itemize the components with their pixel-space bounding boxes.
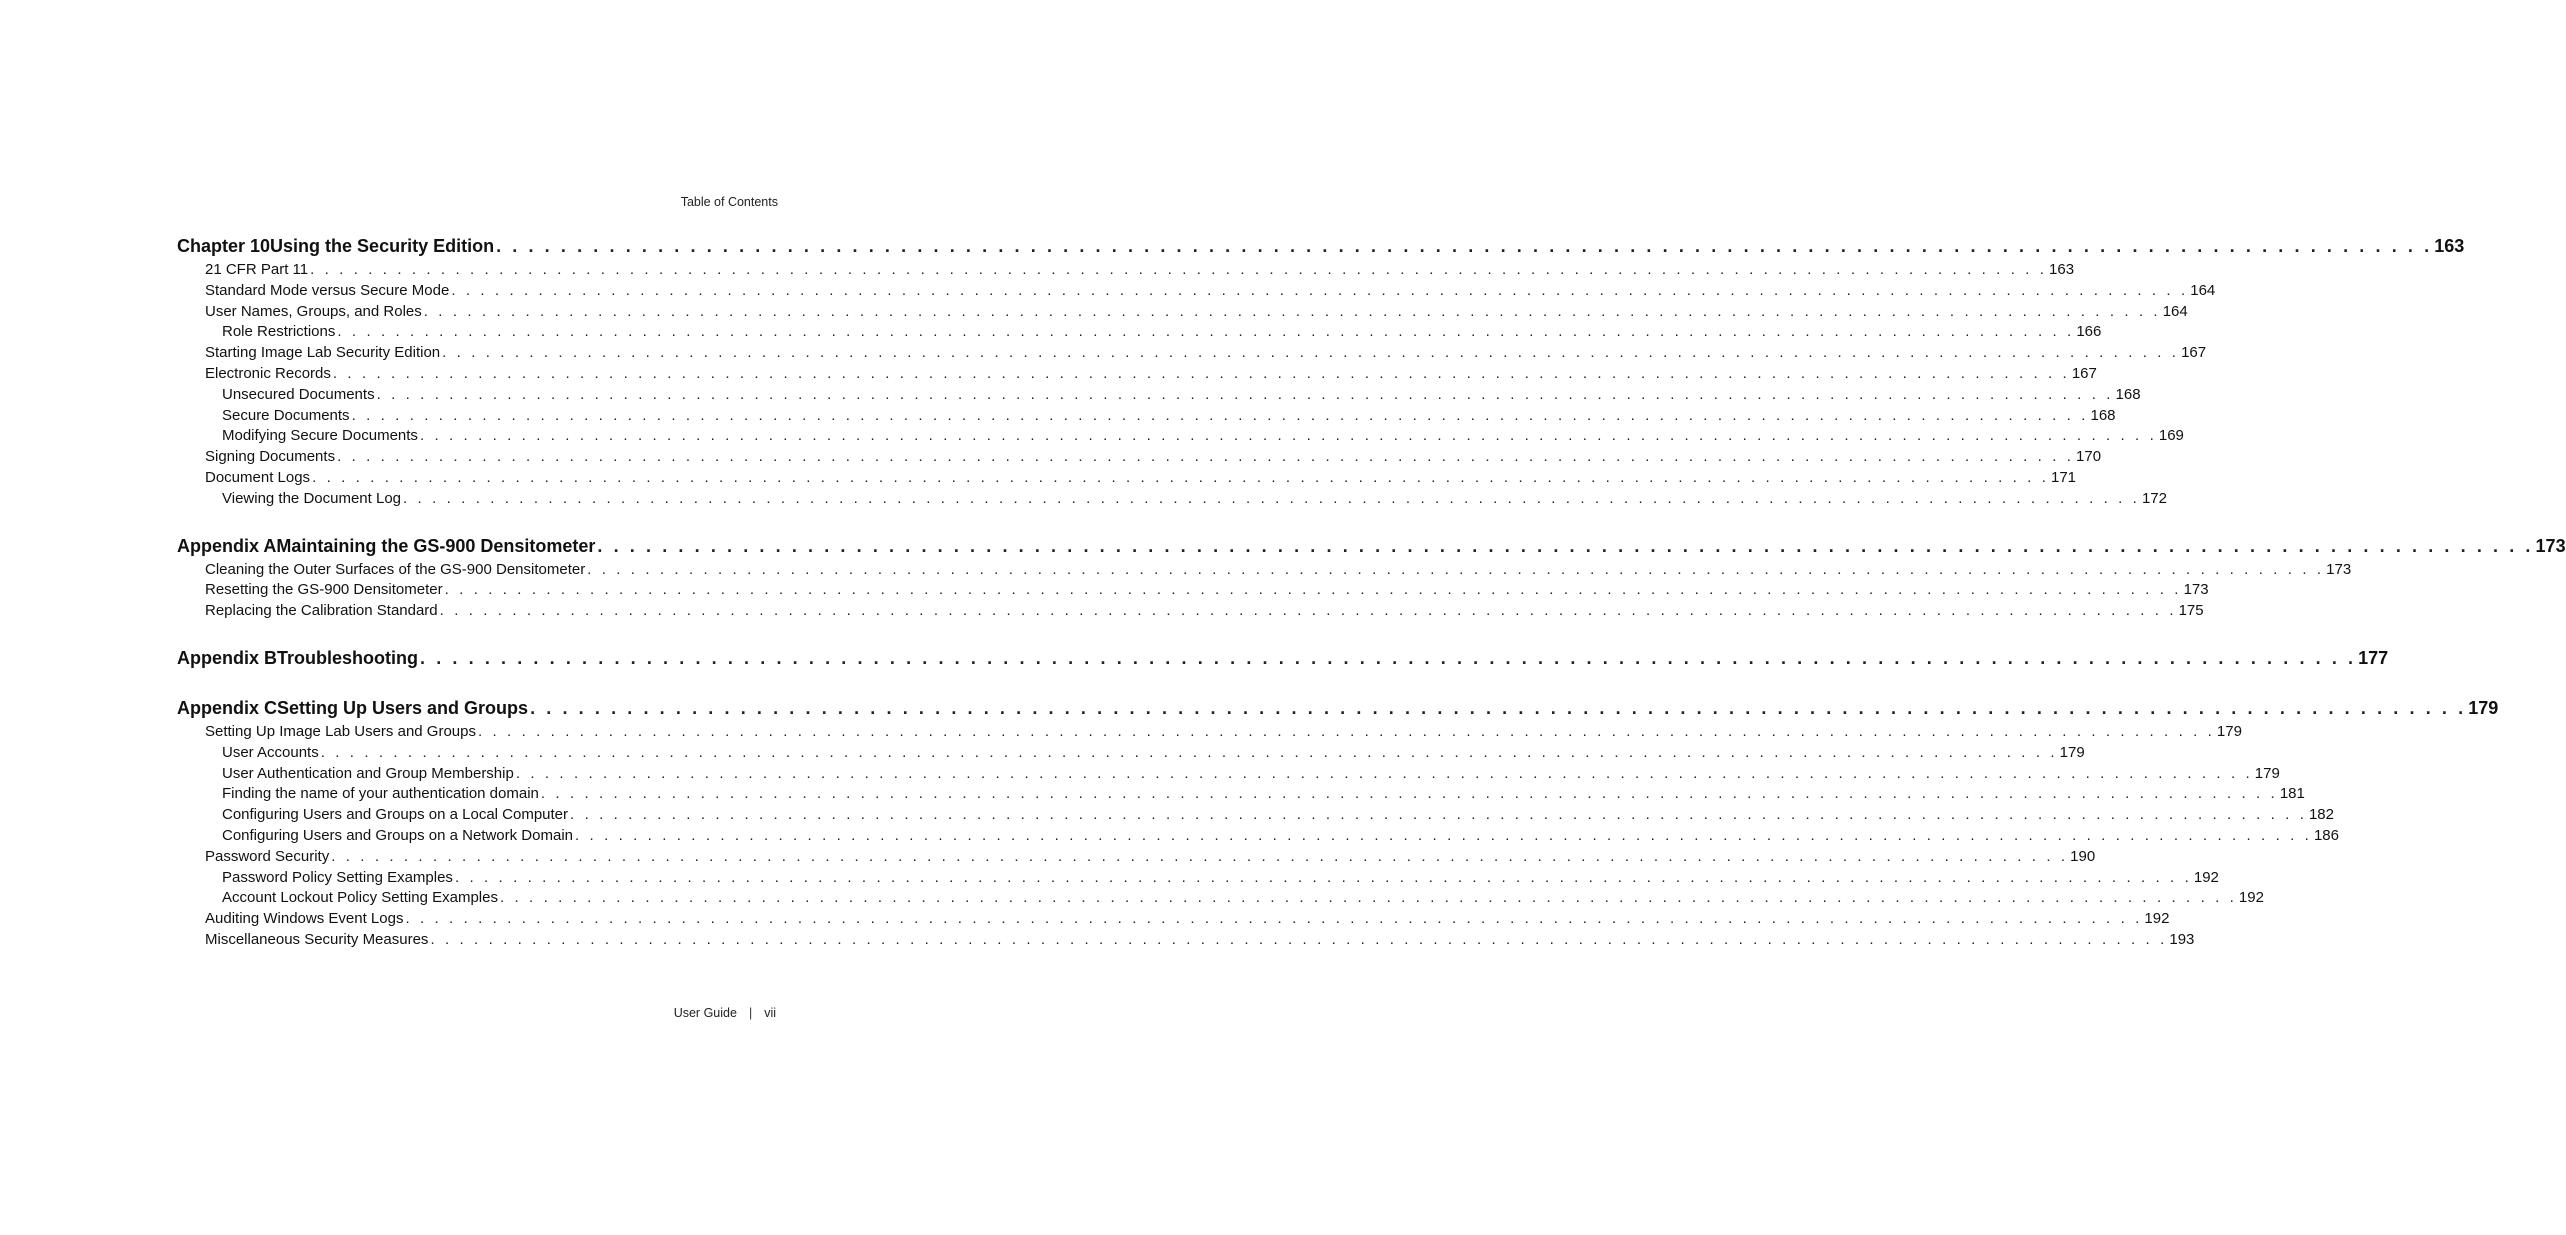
dot-leader: . . . . . . . . . . . . . . . . . . . . . . . . . . . . . . . . . . . . . . . . . . . . . . . . . . . . . . . . . . . . . . . . . . . . . . . . . . . . . . . . . . . . . . . . . . . . . . . . . . . . . . . . . . . . . . . . . . . . . . . . — [540, 785, 2278, 803]
toc-entry-label: Setting Up Image Lab Users and Groups — [205, 722, 476, 740]
toc-entry-label: Electronic Records — [205, 364, 331, 382]
dot-leader: . . . . . . . . . . . . . . . . . . . . . . . . . . . . . . . . . . . . . . . . . . . . . . . . . . . . . . . . . . . . . . . . . . . . . . . . . . . . . . . . . . . . . . . . . . . . . . . . . . . . . . . . . . . . . . . . . . . . . . . . — [332, 364, 2070, 382]
toc-entry[interactable] — [177, 385, 2141, 406]
toc-entry-label: Password Policy Setting Examples — [222, 868, 453, 886]
toc-entry-label: User Authentication and Group Membership — [222, 764, 514, 782]
dot-leader: . . . . . . . . . . . . . . . . . . . . . . . . . . . . . . . . . . . . . . . . . . . . . . . . . . . . . . . . . . . . . . . . . . . . . . . . . . . . . . . . . . . . . . . . . . . . . . . . . . . . . . . . . . . . . . . . . . . . . . . . — [312, 468, 2049, 486]
toc-entry-label: Auditing Windows Event Logs — [205, 910, 404, 928]
section-title: Using the Security Edition — [270, 236, 495, 256]
toc-entry-page-number: 179 — [2216, 722, 2242, 740]
toc-entry-page-number: 172 — [2141, 489, 2167, 507]
dot-leader: . . . . . . . . . . . . . . . . . . . . . . . . . . . . . . . . . . . . . . . . . . . . . . . . . . . . . . . . . . . . . . . . . . . . . . . . . . . . . . . . . . . . . . . . . . . . . . . . . . . . . . . . . . . . . . . . . . . . . . . . — [331, 847, 2069, 865]
toc-entry-label: 21 CFR Part 11 — [205, 261, 309, 278]
toc-entry-label: Viewing the Document Log — [222, 489, 402, 507]
toc-entry-label: Secure Documents — [222, 406, 350, 424]
toc-entry-label: User Names, Groups, and Roles — [205, 302, 422, 320]
toc-section — [177, 644, 2389, 672]
toc-entry[interactable] — [177, 722, 2242, 743]
section-title: Setting Up Users and Groups — [277, 697, 529, 718]
dot-leader: . . . . . . . . . . . . . . . . . . . . . . . . . . . . . . . . . . . . . . . . . . . . . . . . . . . . . . . . . . . . . . . . . . . . . . . . . . . . . . . . . . . . . . . . . . . . . . . . . . . . . . . . . . . . . . . . . . . . . . . . — [499, 889, 2237, 907]
toc-entry-label: Configuring Users and Groups on a Network Domain — [222, 826, 573, 844]
footer-doc-name: User Guide — [673, 1006, 737, 1020]
toc-entry-page-number: 182 — [2308, 806, 2334, 824]
toc-entry-label: Account Lockout Policy Setting Examples — [222, 889, 498, 907]
toc-entry[interactable] — [177, 489, 2167, 510]
toc-entry[interactable] — [177, 868, 2219, 889]
toc-entry-page-number: 192 — [2144, 910, 2170, 928]
toc-entry[interactable] — [177, 805, 2334, 826]
dot-leader: . . . . . . . . . . . . . . . . . . . . . . . . . . . . . . . . . . . . . . . . . . . . . . . . . . . . . . . . . . . . . . . . . . . . . . . . . . . . . . . . . . . . . . . . . . . . . . . . . . . . . . . . . . . . . . . . . . . . . . . . — [405, 910, 2143, 928]
toc-entry[interactable] — [177, 281, 2216, 302]
toc-entry[interactable] — [177, 468, 2077, 489]
toc-entry-label: Configuring Users and Groups on a Local Computer — [222, 806, 569, 824]
dot-leader: . . . . . . . . . . . . . . . . . . . . . . . . . . . . . . . . . . . . . . . . . . . . . . . . . . . . . . . . . . . . . . . . . . . . . . . . . . . . . . . . . . . . . . . . . . . . . . . . . . . . . . . . . . . . . . . . . . . . . . . . — [419, 427, 2157, 445]
toc-entry-label: Signing Documents — [205, 448, 336, 466]
toc-entry-page-number: 167 — [2181, 344, 2207, 362]
toc-section — [177, 532, 2566, 622]
toc-entry-page-number: 169 — [2158, 427, 2184, 445]
dot-leader: . . . . . . . . . . . . . . . . . . . . . . . . . . . . . . . . . . . . . . . . . . . . . . . . . . . . . . . . . . . . . . . . . . . . . . . . . . . . . . . . . . . . . . . . . . . . . . . . . . . . . . . . . . . . . . . . . . . . . . . . — [320, 743, 2058, 761]
dot-leader: . . . . . . . . . . . . . . . . . . . . . . . . . . . . . . . . . . . . . . . . . . . . . . . . . . . . . . . . . . . . . . . . . . . . . . . . . . . . . . . . . . . . . . . . . . . . . . . . . . . . . . . . . . . . . . . . . . . . . . . . — [420, 647, 2357, 668]
section-page-number: 179 — [2468, 697, 2499, 718]
dot-leader: . . . . . . . . . . . . . . . . . . . . . . . . . . . . . . . . . . . . . . . . . . . . . . . . . . . . . . . . . . . . . . . . . . . . . . . . . . . . . . . . . . . . . . . . . . . . . . . . . . . . . . . . . . . . . . . . . . . . . . . . — [310, 261, 2048, 278]
toc-section-heading[interactable] — [177, 532, 2566, 560]
toc-section-heading[interactable] — [177, 644, 2389, 672]
toc-entry-page-number: 170 — [2076, 448, 2102, 466]
toc-entry-page-number: 168 — [2115, 385, 2141, 403]
toc-entry-page-number: 163 — [2049, 261, 2075, 278]
toc-section-heading[interactable] — [177, 694, 2499, 722]
toc-section — [177, 232, 2465, 510]
section-title: Maintaining the GS-900 Densitometer — [276, 535, 596, 556]
section-page-number: 173 — [2535, 535, 2566, 556]
toc-entry-label: Document Logs — [205, 468, 311, 486]
toc-entry[interactable] — [177, 322, 2102, 343]
dot-leader: . . . . . . . . . . . . . . . . . . . . . . . . . . . . . . . . . . . . . . . . . . . . . . . . . . . . . . . . . . . . . . . . . . . . . . . . . . . . . . . . . . . . . . . . . . . . . . . . . . . . . . . . . . . . . . . . . . . . . . . . — [337, 323, 2075, 341]
section-prefix: Appendix A — [177, 535, 277, 556]
running-header: Table of Contents — [680, 195, 778, 209]
toc-section — [177, 694, 2499, 951]
dot-leader: . . . . . . . . . . . . . . . . . . . . . . . . . . . . . . . . . . . . . . . . . . . . . . . . . . . . . . . . . . . . . . . . . . . . . . . . . . . . . . . . . . . . . . . . . . . . . . . . . . . . . . . . . . . . . . . . . . . . . . . . — [530, 697, 2467, 718]
toc-entry[interactable] — [177, 343, 2207, 364]
toc-entry[interactable] — [177, 930, 2195, 951]
dot-leader: . . . . . . . . . . . . . . . . . . . . . . . . . . . . . . . . . . . . . . . . . . . . . . . . . . . . . . . . . . . . . . . . . . . . . . . . . . . . . . . . . . . . . . . . . . . . . . . . . . . . . . . . . . . . . . . . . . . . . . . . — [439, 602, 2177, 620]
toc-entry-label: Unsecured Documents — [222, 385, 375, 403]
toc-entry-page-number: 168 — [2090, 406, 2116, 424]
dot-leader: . . . . . . . . . . . . . . . . . . . . . . . . . . . . . . . . . . . . . . . . . . . . . . . . . . . . . . . . . . . . . . . . . . . . . . . . . . . . . . . . . . . . . . . . . . . . . . . . . . . . . . . . . . . . . . . . . . . . . . . . — [337, 448, 2075, 466]
toc-entry-label: Starting Image Lab Security Edition — [205, 344, 441, 362]
toc-entry-label: User Accounts — [222, 743, 319, 761]
toc-entry-label: Resetting the GS-900 Densitometer — [205, 581, 443, 599]
section-prefix: Chapter 10 — [177, 236, 271, 256]
toc-entry[interactable] — [177, 406, 2116, 427]
toc-entry-page-number: 173 — [2183, 581, 2209, 599]
toc-entry[interactable] — [177, 580, 2209, 601]
toc-entry-page-number: 186 — [2313, 826, 2339, 844]
section-page-number: 177 — [2358, 647, 2389, 668]
toc-entry[interactable] — [177, 888, 2264, 909]
toc-entry-label: Cleaning the Outer Surfaces of the GS-900 Densitometer — [205, 560, 586, 578]
toc-entry-page-number: 167 — [2071, 364, 2097, 382]
toc-entry-page-number: 190 — [2070, 847, 2096, 865]
dot-leader: . . . . . . . . . . . . . . . . . . . . . . . . . . . . . . . . . . . . . . . . . . . . . . . . . . . . . . . . . . . . . . . . . . . . . . . . . . . . . . . . . . . . . . . . . . . . . . . . . . . . . . . . . . . . . . . . . . . . . . . . — [444, 581, 2182, 599]
toc-entry[interactable] — [177, 302, 2188, 323]
toc-entry-page-number: 164 — [2190, 281, 2216, 299]
footer-page-number: vii — [764, 1006, 776, 1020]
dot-leader: . . . . . . . . . . . . . . . . . . . . . . . . . . . . . . . . . . . . . . . . . . . . . . . . . . . . . . . . . . . . . . . . . . . . . . . . . . . . . . . . . . . . . . . . . . . . . . . . . . . . . . . . . . . . . . . . . . . . . . . . — [454, 868, 2192, 886]
toc-entry-page-number: 192 — [2238, 889, 2264, 907]
section-title: Troubleshooting — [277, 647, 419, 668]
toc-entry[interactable] — [177, 909, 2170, 930]
section-page-number: 163 — [2434, 236, 2465, 256]
toc-entry[interactable] — [177, 764, 2280, 785]
section-prefix: Appendix C — [177, 697, 278, 718]
dot-leader: . . . . . . . . . . . . . . . . . . . . . . . . . . . . . . . . . . . . . . . . . . . . . . . . . . . . . . . . . . . . . . . . . . . . . . . . . . . . . . . . . . . . . . . . . . . . . . . . . . . . . . . . . . . . . . . . . . . . . . . . — [587, 560, 2325, 578]
toc-section-heading[interactable] — [177, 232, 2465, 260]
toc-entry-page-number: 175 — [2178, 602, 2204, 620]
dot-leader: . . . . . . . . . . . . . . . . . . . . . . . . . . . . . . . . . . . . . . . . . . . . . . . . . . . . . . . . . . . . . . . . . . . . . . . . . . . . . . . . . . . . . . . . . . . . . . . . . . . . . . . . . . . . . . . . . . . . . . . . — [575, 826, 2312, 844]
toc-entry-label: Modifying Secure Documents — [222, 427, 418, 445]
toc-entry[interactable] — [177, 364, 2097, 385]
toc-entry-page-number: 192 — [2193, 868, 2219, 886]
dot-leader: . . . . . . . . . . . . . . . . . . . . . . . . . . . . . . . . . . . . . . . . . . . . . . . . . . . . . . . . . . . . . . . . . . . . . . . . . . . . . . . . . . . . . . . . . . . . . . . . . . . . . . . . . . . . . . . . . . . . . . . . — [351, 406, 2089, 424]
toc-entry-label: Standard Mode versus Secure Mode — [205, 281, 450, 299]
toc-entry[interactable] — [177, 784, 2305, 805]
dot-leader: . . . . . . . . . . . . . . . . . . . . . . . . . . . . . . . . . . . . . . . . . . . . . . . . . . . . . . . . . . . . . . . . . . . . . . . . . . . . . . . . . . . . . . . . . . . . . . . . . . . . . . . . . . . . . . . . . . . . . . . . — [430, 930, 2168, 948]
toc-entry-page-number: 166 — [2076, 323, 2102, 341]
dot-leader: . . . . . . . . . . . . . . . . . . . . . . . . . . . . . . . . . . . . . . . . . . . . . . . . . . . . . . . . . . . . . . . . . . . . . . . . . . . . . . . . . . . . . . . . . . . . . . . . . . . . . . . . . . . . . . . . . . . . . . . . — [496, 236, 2433, 256]
toc-entry[interactable] — [177, 826, 2339, 847]
dot-leader: . . . . . . . . . . . . . . . . . . . . . . . . . . . . . . . . . . . . . . . . . . . . . . . . . . . . . . . . . . . . . . . . . . . . . . . . . . . . . . . . . . . . . . . . . . . . . . . . . . . . . . . . . . . . . . . . . . . . . . . . — [403, 489, 2140, 507]
dot-leader: . . . . . . . . . . . . . . . . . . . . . . . . . . . . . . . . . . . . . . . . . . . . . . . . . . . . . . . . . . . . . . . . . . . . . . . . . . . . . . . . . . . . . . . . . . . . . . . . . . . . . . . . . . . . . . . . . . . . . . . . — [477, 722, 2215, 740]
toc-entry[interactable] — [177, 447, 2102, 468]
dot-leader: . . . . . . . . . . . . . . . . . . . . . . . . . . . . . . . . . . . . . . . . . . . . . . . . . . . . . . . . . . . . . . . . . . . . . . . . . . . . . . . . . . . . . . . . . . . . . . . . . . . . . . . . . . . . . . . . . . . . . . . . — [597, 535, 2534, 556]
toc-entry[interactable] — [177, 560, 2352, 581]
dot-leader: . . . . . . . . . . . . . . . . . . . . . . . . . . . . . . . . . . . . . . . . . . . . . . . . . . . . . . . . . . . . . . . . . . . . . . . . . . . . . . . . . . . . . . . . . . . . . . . . . . . . . . . . . . . . . . . . . . . . . . . . — [376, 385, 2114, 403]
toc-entry-label: Replacing the Calibration Standard — [205, 602, 438, 620]
toc-entry[interactable] — [177, 847, 2096, 868]
dot-leader: . . . . . . . . . . . . . . . . . . . . . . . . . . . . . . . . . . . . . . . . . . . . . . . . . . . . . . . . . . . . . . . . . . . . . . . . . . . . . . . . . . . . . . . . . . . . . . . . . . . . . . . . . . . . . . . . . . . . . . . . — [515, 764, 2253, 782]
toc-entry-label: Finding the name of your authentication domain — [222, 785, 539, 803]
dot-leader: . . . . . . . . . . . . . . . . . . . . . . . . . . . . . . . . . . . . . . . . . . . . . . . . . . . . . . . . . . . . . . . . . . . . . . . . . . . . . . . . . . . . . . . . . . . . . . . . . . . . . . . . . . . . . . . . . . . . . . . . — [451, 281, 2189, 299]
toc-entry-page-number: 181 — [2279, 785, 2305, 803]
toc-entry-label: Miscellaneous Security Measures — [205, 930, 429, 948]
toc-entry[interactable] — [177, 743, 2085, 764]
toc-entry-label: Password Security — [205, 847, 330, 865]
section-prefix: Appendix B — [177, 647, 278, 668]
toc-entry-page-number: 164 — [2162, 302, 2188, 320]
dot-leader: . . . . . . . . . . . . . . . . . . . . . . . . . . . . . . . . . . . . . . . . . . . . . . . . . . . . . . . . . . . . . . . . . . . . . . . . . . . . . . . . . . . . . . . . . . . . . . . . . . . . . . . . . . . . . . . . . . . . . . . . — [423, 302, 2161, 320]
toc-entry-page-number: 193 — [2169, 930, 2195, 948]
toc-entry-label: Role Restrictions — [222, 323, 336, 341]
dot-leader: . . . . . . . . . . . . . . . . . . . . . . . . . . . . . . . . . . . . . . . . . . . . . . . . . . . . . . . . . . . . . . . . . . . . . . . . . . . . . . . . . . . . . . . . . . . . . . . . . . . . . . . . . . . . . . . . . . . . . . . . — [442, 344, 2180, 362]
toc-entry[interactable] — [177, 426, 2184, 447]
page-footer — [674, 1006, 776, 1020]
footer-separator: | — [748, 1006, 753, 1020]
toc-entry[interactable] — [177, 601, 2204, 622]
toc-entry-page-number: 173 — [2326, 560, 2352, 578]
toc-entry-page-number: 171 — [2051, 468, 2077, 486]
toc-entry-page-number: 179 — [2254, 764, 2280, 782]
table-of-contents — [177, 232, 2566, 973]
toc-entry[interactable] — [177, 260, 2075, 281]
dot-leader: . . . . . . . . . . . . . . . . . . . . . . . . . . . . . . . . . . . . . . . . . . . . . . . . . . . . . . . . . . . . . . . . . . . . . . . . . . . . . . . . . . . . . . . . . . . . . . . . . . . . . . . . . . . . . . . . . . . . . . . . — [570, 806, 2307, 824]
toc-entry-page-number: 179 — [2059, 743, 2085, 761]
